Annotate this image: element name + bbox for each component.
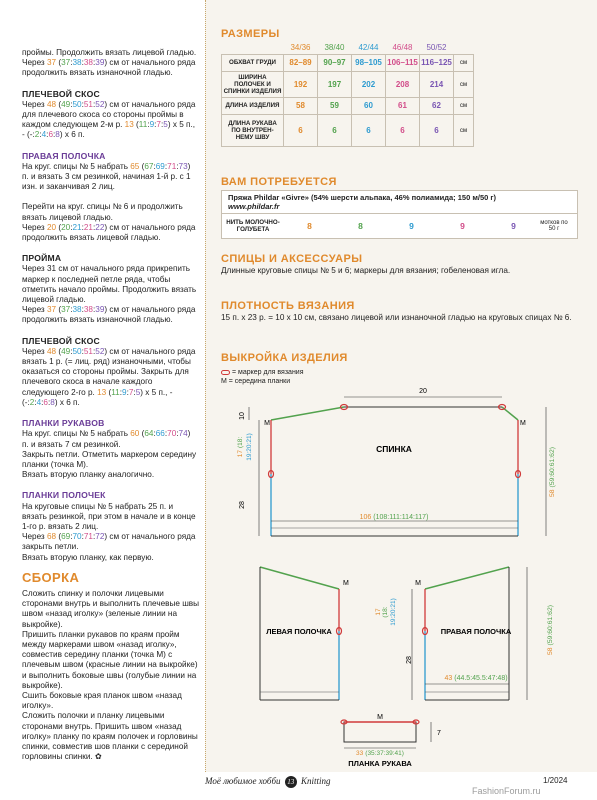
section-heading: ПРОЙМА — [22, 253, 62, 264]
m-label: M — [520, 420, 526, 427]
svg-text:106(108:111:114:117): 106 (108:111:114:117) — [359, 514, 429, 521]
section-heading: ПЛЕЧЕВОЙ СКОС — [22, 335, 100, 346]
svg-text:19:20:21): 19:20:21) — [390, 598, 397, 626]
sleeve-band-label: ПЛАНКА РУКАВА — [348, 759, 412, 768]
tools-text: Длинные круговые спицы № 5 и 6; маркеры для вязания; гобеленовая игла. — [221, 266, 511, 275]
pattern-legend: = маркер для вязания M = середина планки — [221, 369, 304, 385]
table-row: ШИРИНА ПОЛОЧЕК И СПИНКИ ИЗДЕЛИЯ 192 197 202 208 214 см — [222, 71, 474, 97]
gauge-text: 15 п. x 23 р. = 10 x 10 см, связано лицевой или изнаночной гладью на круговых спицах № 6. — [221, 313, 572, 322]
yarn-description: Пряжа Phildar «Givre» (54% шерсти альпака, 46% полиамида; 150 м/50 г) — [228, 193, 497, 202]
back-label: СПИНКА — [376, 444, 412, 454]
magazine-title: Моё любимое хобби 13 Knitting — [205, 776, 331, 787]
yarn-table — [221, 190, 578, 239]
marker-icon — [221, 370, 230, 375]
table-row: ДЛИНА РУКАВА ПО ВНУТРЕН-НЕМУ ШВУ 6 6 6 6 6 см — [222, 114, 474, 146]
section-heading: ПЛАНКИ ПОЛОЧЕК — [22, 490, 106, 501]
dimension-label: 28 — [239, 501, 246, 509]
svg-text:43(44.5:45.5:47:48): 43 (44.5:45.5:47:48) — [444, 675, 508, 682]
svg-text:(18:: (18: — [382, 606, 389, 618]
info-panel — [205, 0, 597, 772]
section-heading: ПРАВАЯ ПОЛОЧКА — [22, 150, 106, 161]
right-front-label: ПРАВАЯ ПОЛОЧКА — [440, 627, 512, 636]
page-footer — [0, 772, 597, 800]
section-heading: ПЛЕЧЕВОЙ СКОС — [22, 88, 100, 99]
sizes-table — [221, 42, 474, 147]
paragraph: На круг. спицы № 5 набрать 65 (67:69:71:73) п. и вязать 3 см резинкой, начиная 1-й р. с 1 изн. и заканчивая 2 лиц. — [22, 161, 191, 192]
paragraph: На круговые спицы № 5 набрать 25 п. и вязать резинкой, при этом в начале и в конце 1-го р. вязать 2 лиц. Через 68 (69:70:71:72) см от начального ряда закрыть петли. Вязать вторую планку, как первую. — [22, 501, 196, 562]
paragraph: На круг. спицы № 5 набрать 60 (64:66:70:74) п. и вязать 7 см резинкой. Закрыть петли. Отметить маркером середину планки (точка М). Вязать вторую планку аналогично. — [22, 429, 197, 480]
svg-text:17: 17 — [375, 608, 382, 616]
issue-number: 1/2024 — [543, 776, 568, 785]
assembly-heading: СБОРКА — [22, 569, 80, 585]
sleeve-band-piece — [341, 714, 441, 768]
right-front-piece — [375, 567, 554, 700]
paragraph: Через 31 см от начального ряда прикрепить маркер к последней петле ряда, чтобы отметить начало проймы. Продолжить вязать лицевой гладью. Через 37 (37:38:38:39) см от начального ряда продолжить вязать изнаночной гладью. — [22, 264, 197, 325]
m-label: M — [264, 420, 270, 427]
gauge-heading: ПЛОТНОСТЬ ВЯЗАНИЯ — [221, 300, 355, 312]
paragraph: Через 48 (49:50:51:52) см от начального ряда вязать 1 р. (= лиц. ряд) изнаночными, чтобы оказаться со стороны проймы. Закрыть для плечевого скоса в начале каждого следующего 2-го р. 13 (11:9:7:5) х 5 п., - (-:2:4:6:8) х 6 п. — [22, 346, 196, 407]
instructions-column — [0, 0, 205, 772]
dimension-label: 7 — [437, 730, 441, 737]
svg-text:33(35:37:39:41): 33 (35:37:39:41) — [356, 750, 404, 757]
table-row: ОБХВАТ ГРУДИ 82–89 90–97 98–105 106–115 116–125 см — [222, 54, 474, 71]
m-label: M — [415, 580, 421, 587]
back-piece — [237, 388, 556, 536]
paragraph: Перейти на круг. спицы № 6 и продолжить вязать лицевой гладью. Через 20 (20:21:21:22) см от начального ряда продолжить вязать лицевой гладью. — [22, 202, 196, 243]
yarn-website: www.phildar.fr — [222, 202, 577, 214]
materials-heading: ВАМ ПОТРЕБУЕТСЯ — [221, 176, 337, 188]
pattern-diagram — [206, 378, 597, 772]
svg-text:58(59:60:61:62): 58(59:60:61:62) — [547, 605, 554, 655]
m-label: M — [343, 580, 349, 587]
sizes-header-row — [222, 42, 474, 54]
tools-heading: СПИЦЫ И АКСЕССУАРЫ — [221, 253, 363, 265]
m-label: M — [377, 714, 383, 721]
page-number: 13 — [285, 776, 297, 788]
paragraph: проймы. Продолжить вязать лицевой гладью. Через 37 (37:38:38:39) см от начального ряда продолжить вязать изнаночной гладью. — [22, 48, 197, 78]
paragraph: Сложить спинку и полочки лицевыми сторонами внутрь и выполнить плечевые швы швом «назад иголку» (зеленые линии на выкройке). Пришить планки рукавов по краям пройм между маркерами швом «назад иголку», совместив середину планки (точка М) с плечевым швом (красные линии на выкройке) и выполнить боковые швы (голубые линии на выкройке). Сшить боковые края планок швом «назад иголку». Сложить полочки и планку лицевыми сторонами внутрь. Пришить швом «назад иголку» планку по краям полочек и горловины спинки, совместив шов планки с серединой горловины спинки. ✿ — [22, 588, 200, 762]
size-header: 46/48 — [392, 43, 413, 53]
sizes-heading: РАЗМЕРЫ — [221, 28, 280, 40]
pattern-heading: ВЫКРОЙКА ИЗДЕЛИЯ — [221, 352, 348, 364]
left-front-label: ЛЕВАЯ ПОЛОЧКА — [266, 627, 332, 636]
svg-text:58(59:60:61:62): 58(59:60:61:62) — [549, 447, 556, 497]
watermark: FashionForum.ru — [472, 786, 541, 796]
dimension-label: 10 — [239, 412, 246, 420]
table-row: ДЛИНА ИЗДЕЛИЯ 58 59 60 61 62 см — [222, 97, 474, 114]
dimension-label: 20 — [419, 388, 427, 395]
size-header: 38/40 — [324, 43, 345, 53]
size-header: 34/36 — [290, 43, 311, 53]
left-front-piece — [260, 567, 349, 700]
size-header: 42/44 — [358, 43, 379, 53]
section-heading: ПЛАНКИ РУКАВОВ — [22, 418, 105, 429]
dimension-label: 28 — [406, 656, 413, 664]
size-header: 50/52 — [426, 43, 447, 53]
paragraph: Через 48 (49:50:51:52) см от начального ряда для плечевого скоса со стороны проймы в каждом следующем 2-м р. 13 (11:9:7:5) х 5 п., - (-:2:4:6:8) х 6 п. — [22, 99, 196, 140]
svg-text:17(18:: 17(18: — [237, 436, 244, 458]
svg-text:19:20:21): 19:20:21) — [246, 433, 253, 461]
table-row: НИТЬ МОЛОЧНО-ГОЛУБЕТА 8 8 9 9 9 мотков по 50 г — [226, 219, 568, 233]
